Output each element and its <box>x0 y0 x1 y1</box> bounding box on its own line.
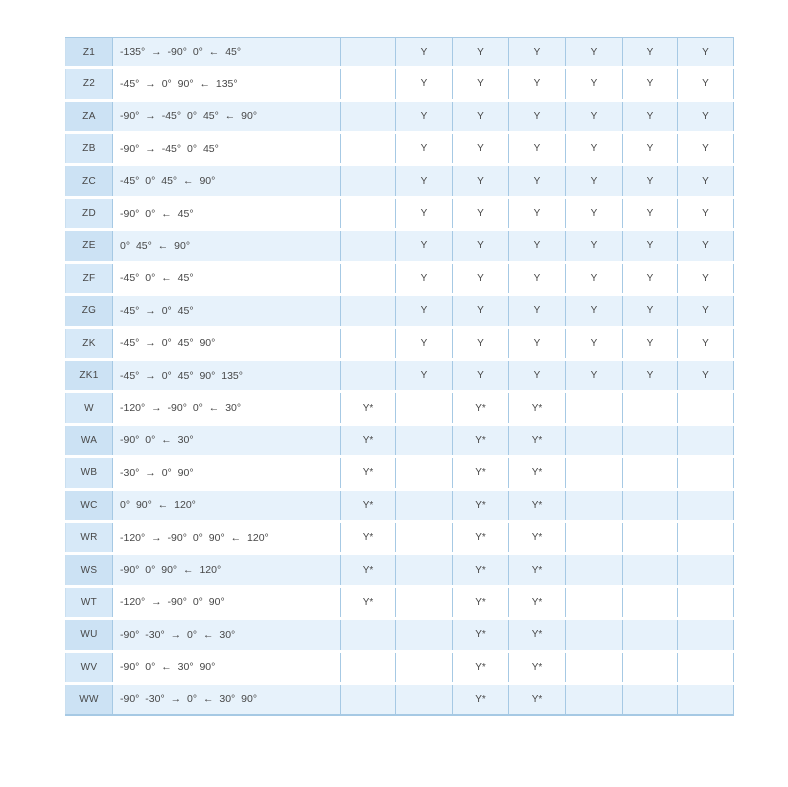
row-angle-sequence: -45° → 0° 45° 90° <box>113 327 341 359</box>
availability-mark: Y <box>678 68 734 100</box>
availability-mark: Y <box>623 68 678 100</box>
availability-mark <box>566 683 623 715</box>
availability-mark <box>396 392 453 424</box>
availability-mark: Y <box>396 197 453 229</box>
availability-mark: Y <box>396 133 453 165</box>
availability-mark: Y <box>453 295 509 327</box>
availability-mark: Y* <box>341 392 396 424</box>
row-angle-sequence: -120° → -90° 0° 90° <box>113 586 341 618</box>
table-row <box>66 554 734 586</box>
availability-mark <box>566 424 623 456</box>
availability-mark <box>341 133 396 165</box>
row-angle-sequence: 0° 90° ← 120° <box>113 489 341 521</box>
availability-mark: Y* <box>453 651 509 683</box>
availability-mark: Y <box>678 197 734 229</box>
availability-mark: Y* <box>509 619 566 651</box>
table-row <box>66 489 734 521</box>
availability-mark: Y <box>453 262 509 294</box>
availability-mark: Y <box>678 262 734 294</box>
availability-mark: Y <box>623 295 678 327</box>
availability-mark: Y <box>678 165 734 197</box>
row-angle-sequence: -90° → -45° 0° 45° ← 90° <box>113 100 341 132</box>
row-angle-sequence: -90° → -45° 0° 45° <box>113 133 341 165</box>
availability-mark <box>678 392 734 424</box>
availability-mark: Y <box>509 100 566 132</box>
availability-mark: Y* <box>509 392 566 424</box>
table-row <box>66 133 734 165</box>
availability-mark <box>678 424 734 456</box>
availability-mark <box>341 165 396 197</box>
availability-mark: Y <box>678 327 734 359</box>
availability-mark <box>623 424 678 456</box>
row-angle-sequence: -45° → 0° 90° ← 135° <box>113 68 341 100</box>
row-code: ZK1 <box>66 359 113 391</box>
availability-mark <box>566 457 623 489</box>
availability-mark: Y <box>623 327 678 359</box>
compatibility-table <box>65 37 734 716</box>
availability-mark <box>566 651 623 683</box>
availability-mark: Y <box>623 197 678 229</box>
availability-mark: Y <box>566 165 623 197</box>
availability-mark: Y <box>566 68 623 100</box>
availability-mark: Y <box>453 197 509 229</box>
row-code: W <box>66 392 113 424</box>
row-code: ZF <box>66 262 113 294</box>
availability-mark: Y* <box>509 651 566 683</box>
row-angle-sequence: -120° → -90° 0° ← 30° <box>113 392 341 424</box>
availability-mark <box>396 683 453 715</box>
availability-mark: Y <box>566 197 623 229</box>
availability-mark <box>678 586 734 618</box>
table-row <box>66 262 734 294</box>
row-code: ZC <box>66 165 113 197</box>
availability-mark: Y <box>678 38 734 68</box>
availability-mark: Y <box>566 262 623 294</box>
availability-mark <box>566 586 623 618</box>
availability-mark: Y <box>509 359 566 391</box>
availability-mark: Y <box>453 327 509 359</box>
row-angle-sequence: -30° → 0° 90° <box>113 457 341 489</box>
availability-mark <box>341 262 396 294</box>
row-code: WU <box>66 619 113 651</box>
availability-mark: Y* <box>509 683 566 715</box>
row-code: ZA <box>66 100 113 132</box>
row-angle-sequence: -90° 0° ← 45° <box>113 197 341 229</box>
availability-mark: Y <box>453 359 509 391</box>
row-angle-sequence: -135° → -90° 0° ← 45° <box>113 38 341 68</box>
availability-mark: Y <box>678 133 734 165</box>
availability-mark <box>678 457 734 489</box>
availability-mark <box>566 521 623 553</box>
availability-mark <box>396 489 453 521</box>
row-angle-sequence: -45° 0° ← 45° <box>113 262 341 294</box>
availability-mark <box>341 68 396 100</box>
availability-mark: Y <box>509 68 566 100</box>
availability-mark <box>341 38 396 68</box>
row-code: WT <box>66 586 113 618</box>
availability-mark <box>678 619 734 651</box>
availability-mark <box>623 489 678 521</box>
availability-mark <box>396 424 453 456</box>
table-row <box>66 457 734 489</box>
availability-mark: Y <box>396 295 453 327</box>
row-angle-sequence: -45° 0° 45° ← 90° <box>113 165 341 197</box>
row-code: WR <box>66 521 113 553</box>
availability-mark: Y* <box>509 457 566 489</box>
availability-mark: Y* <box>453 619 509 651</box>
availability-mark: Y <box>566 295 623 327</box>
availability-mark: Y* <box>453 424 509 456</box>
availability-mark: Y <box>678 230 734 262</box>
availability-mark <box>566 554 623 586</box>
availability-mark: Y <box>509 230 566 262</box>
availability-mark: Y <box>566 38 623 68</box>
availability-mark <box>341 359 396 391</box>
availability-mark <box>623 586 678 618</box>
row-angle-sequence: -120° → -90° 0° 90° ← 120° <box>113 521 341 553</box>
availability-mark: Y* <box>453 392 509 424</box>
availability-mark: Y <box>623 230 678 262</box>
availability-mark <box>566 619 623 651</box>
availability-mark: Y <box>453 165 509 197</box>
row-code: ZK <box>66 327 113 359</box>
availability-mark <box>623 651 678 683</box>
availability-mark <box>341 683 396 715</box>
table-row <box>66 327 734 359</box>
availability-mark: Y <box>396 68 453 100</box>
availability-mark: Y <box>509 133 566 165</box>
availability-mark <box>623 619 678 651</box>
availability-mark: Y* <box>509 586 566 618</box>
availability-mark: Y <box>453 68 509 100</box>
table-row <box>66 619 734 651</box>
availability-mark: Y <box>566 133 623 165</box>
availability-mark <box>341 327 396 359</box>
availability-mark <box>396 457 453 489</box>
availability-mark: Y* <box>341 586 396 618</box>
row-angle-sequence: -90° -30° → 0° ← 30° <box>113 619 341 651</box>
table-row <box>66 521 734 553</box>
availability-mark: Y <box>509 165 566 197</box>
availability-mark: Y <box>678 100 734 132</box>
row-angle-sequence: -45° → 0° 45° 90° 135° <box>113 359 341 391</box>
availability-mark: Y* <box>341 489 396 521</box>
row-code: WS <box>66 554 113 586</box>
availability-mark <box>678 683 734 715</box>
availability-mark: Y* <box>509 554 566 586</box>
availability-mark <box>341 230 396 262</box>
availability-mark: Y <box>396 230 453 262</box>
table-row <box>66 197 734 229</box>
table-row <box>66 392 734 424</box>
availability-mark: Y* <box>453 457 509 489</box>
table-row <box>66 295 734 327</box>
availability-mark <box>678 554 734 586</box>
table-row <box>66 586 734 618</box>
availability-mark: Y <box>509 38 566 68</box>
row-angle-sequence: 0° 45° ← 90° <box>113 230 341 262</box>
availability-mark: Y <box>396 165 453 197</box>
table-row <box>66 165 734 197</box>
availability-mark: Y <box>623 165 678 197</box>
availability-mark: Y <box>396 359 453 391</box>
table-row <box>66 683 734 715</box>
availability-mark: Y <box>453 38 509 68</box>
row-code: ZE <box>66 230 113 262</box>
row-code: WC <box>66 489 113 521</box>
availability-mark: Y <box>623 133 678 165</box>
availability-mark: Y <box>509 295 566 327</box>
availability-mark <box>623 683 678 715</box>
availability-mark: Y <box>509 197 566 229</box>
availability-mark <box>623 521 678 553</box>
availability-mark <box>566 489 623 521</box>
table-row <box>66 100 734 132</box>
availability-mark: Y <box>623 38 678 68</box>
availability-mark: Y <box>623 359 678 391</box>
availability-mark: Y <box>678 295 734 327</box>
availability-mark: Y <box>453 100 509 132</box>
availability-mark: Y <box>623 262 678 294</box>
availability-mark: Y <box>678 359 734 391</box>
availability-mark: Y* <box>341 554 396 586</box>
availability-mark: Y* <box>453 554 509 586</box>
availability-mark: Y <box>509 327 566 359</box>
availability-mark: Y* <box>453 683 509 715</box>
row-angle-sequence: -90° 0° 90° ← 120° <box>113 554 341 586</box>
availability-mark: Y <box>623 100 678 132</box>
availability-mark: Y <box>396 262 453 294</box>
table-row <box>66 424 734 456</box>
table-row <box>66 38 734 68</box>
availability-mark: Y* <box>453 586 509 618</box>
availability-mark: Y* <box>453 489 509 521</box>
table-row <box>66 230 734 262</box>
row-code: ZB <box>66 133 113 165</box>
table-row <box>66 651 734 683</box>
availability-mark: Y <box>566 359 623 391</box>
availability-mark <box>396 521 453 553</box>
availability-mark <box>341 100 396 132</box>
row-code: WW <box>66 683 113 715</box>
table-row <box>66 359 734 391</box>
availability-mark <box>678 521 734 553</box>
availability-mark: Y <box>566 100 623 132</box>
availability-mark <box>396 586 453 618</box>
availability-mark <box>623 457 678 489</box>
availability-mark: Y <box>453 133 509 165</box>
availability-mark: Y <box>396 327 453 359</box>
availability-mark: Y <box>566 230 623 262</box>
availability-mark: Y <box>566 327 623 359</box>
availability-mark: Y* <box>341 457 396 489</box>
row-angle-sequence: -90° 0° ← 30° 90° <box>113 651 341 683</box>
table-body <box>66 38 734 716</box>
row-angle-sequence: -45° → 0° 45° <box>113 295 341 327</box>
row-code: WV <box>66 651 113 683</box>
row-angle-sequence: -90° -30° → 0° ← 30° 90° <box>113 683 341 715</box>
availability-mark <box>678 651 734 683</box>
availability-mark: Y <box>396 38 453 68</box>
availability-mark <box>341 619 396 651</box>
availability-mark: Y <box>396 100 453 132</box>
availability-mark <box>396 619 453 651</box>
availability-mark <box>341 295 396 327</box>
row-code: WB <box>66 457 113 489</box>
row-code: ZG <box>66 295 113 327</box>
availability-mark: Y* <box>341 424 396 456</box>
table-row <box>66 68 734 100</box>
row-code: WA <box>66 424 113 456</box>
availability-mark: Y* <box>509 521 566 553</box>
availability-mark: Y <box>509 262 566 294</box>
availability-mark: Y* <box>509 424 566 456</box>
availability-mark: Y <box>453 230 509 262</box>
availability-mark <box>341 651 396 683</box>
row-code: Z1 <box>66 38 113 68</box>
availability-mark <box>341 197 396 229</box>
availability-mark: Y* <box>341 521 396 553</box>
row-code: ZD <box>66 197 113 229</box>
availability-mark: Y* <box>453 521 509 553</box>
row-code: Z2 <box>66 68 113 100</box>
availability-mark: Y* <box>509 489 566 521</box>
availability-mark <box>396 554 453 586</box>
availability-mark <box>623 392 678 424</box>
row-angle-sequence: -90° 0° ← 30° <box>113 424 341 456</box>
availability-mark <box>678 489 734 521</box>
availability-mark <box>566 392 623 424</box>
availability-mark <box>396 651 453 683</box>
availability-mark <box>623 554 678 586</box>
